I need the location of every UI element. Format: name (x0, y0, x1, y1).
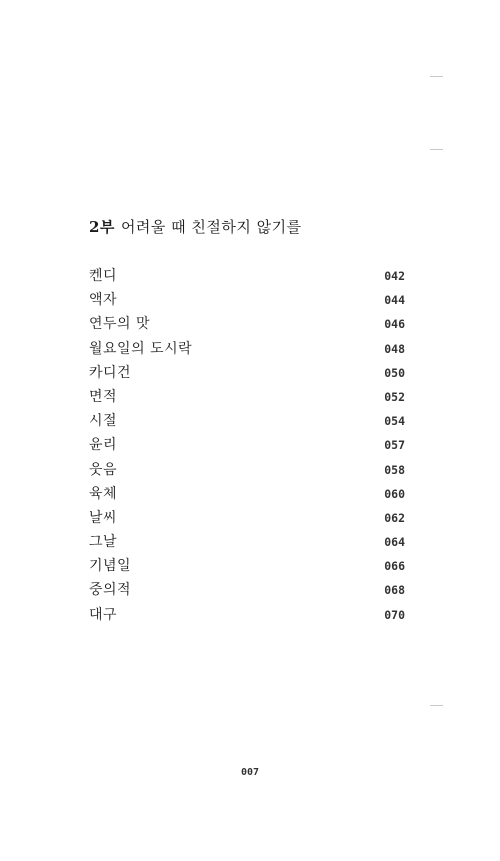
toc-entry (89, 362, 405, 386)
toc-entry (89, 289, 405, 313)
table-of-contents (89, 265, 405, 628)
toc-entry-title: 웃음 (89, 461, 118, 478)
toc-entry-page: 054 (384, 414, 405, 429)
toc-entry-title: 대구 (89, 606, 118, 623)
toc-entry-title: 기념일 (89, 558, 132, 575)
toc-entry (89, 386, 405, 410)
edge-tick-mark-upper (430, 149, 443, 150)
toc-entry-page: 057 (384, 438, 405, 453)
toc-entry-title: 육체 (89, 485, 118, 502)
toc-entry-title: 윤리 (89, 437, 118, 454)
toc-entry (89, 313, 405, 337)
part-title: 어려울 때 친절하지 않기를 (120, 218, 302, 236)
toc-entry-page: 044 (384, 293, 405, 308)
toc-entry-title: 켄디 (89, 268, 118, 284)
toc-entry-title: 그날 (89, 534, 118, 551)
toc-entry (89, 410, 405, 434)
toc-entry-page: 042 (384, 269, 405, 283)
toc-entry-title: 중의적 (89, 582, 132, 599)
toc-entry-page: 062 (384, 510, 405, 525)
toc-entry-page: 064 (384, 535, 405, 550)
toc-entry-title: 월요일의 도시락 (89, 340, 193, 357)
toc-entry-title: 날씨 (89, 509, 118, 526)
toc-entry (89, 604, 405, 628)
toc-entry-page: 048 (384, 341, 405, 356)
edge-tick-mark-top (430, 76, 443, 77)
toc-entry (89, 459, 405, 483)
toc-entry-page: 052 (384, 389, 405, 404)
toc-entry-page: 060 (384, 486, 405, 501)
toc-entry (89, 265, 405, 289)
toc-entry-page: 046 (384, 317, 405, 332)
toc-entry-title: 면적 (89, 388, 118, 405)
toc-entry (89, 579, 405, 603)
toc-entry-page: 070 (384, 607, 405, 622)
toc-entry (89, 338, 405, 362)
toc-entry (89, 531, 405, 555)
part-heading (89, 216, 302, 237)
toc-entry (89, 555, 405, 579)
toc-entry-title: 카디건 (89, 364, 132, 381)
toc-entry-page: 066 (384, 559, 405, 574)
toc-entry (89, 483, 405, 507)
toc-entry (89, 434, 405, 458)
edge-tick-mark-bottom (430, 705, 443, 706)
toc-entry-page: 050 (384, 365, 405, 380)
toc-entry-title: 시절 (89, 413, 118, 430)
toc-entry (89, 507, 405, 531)
toc-entry-page: 058 (384, 462, 405, 477)
page-number: 007 (240, 767, 260, 778)
toc-entry-title: 액자 (89, 292, 118, 309)
toc-entry-title: 연두의 맛 (89, 316, 151, 333)
part-number: 2부 (89, 218, 115, 236)
toc-entry-page: 068 (384, 583, 405, 598)
